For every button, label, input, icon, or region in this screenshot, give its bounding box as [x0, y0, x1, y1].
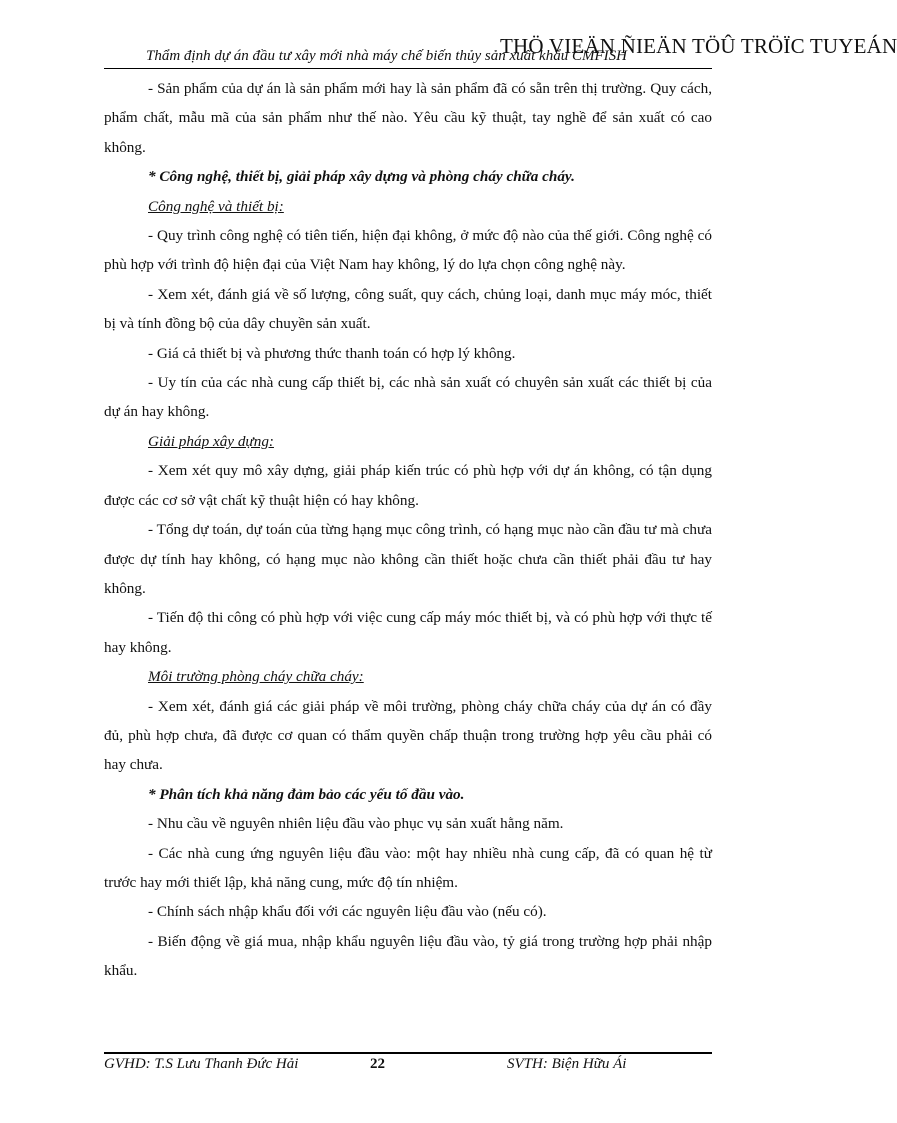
paragraph: - Tiến độ thi công có phù hợp với việc cung cấp máy móc thiết bị, và có phù hợp với thực tế hay không.	[104, 609, 712, 656]
paragraph: - Quy trình công nghệ có tiên tiến, hiện đại không, ở mức độ nào của thế giới. Công nghệ có phù hợp với trình độ hiện đại của Việt Nam hay không, lý do lựa chọn công nghệ này.	[104, 227, 712, 274]
page-number: 22	[370, 1056, 385, 1072]
paragraph: - Xem xét, đánh giá các giải pháp về môi trường, phòng cháy chữa cháy của dự án có đầy đủ, phù hợp chưa, đã được cơ quan có thẩm quyền chấp thuận trong trường hợp yêu cầu phải có hay chưa.	[104, 697, 712, 774]
subsection-heading: Môi trường phòng cháy chữa cháy:	[148, 668, 364, 686]
footer-student: SVTH: Biện Hữu Ái	[507, 1056, 627, 1072]
section-heading: * Phân tích khả năng đảm bảo các yếu tố đầu vào.	[148, 785, 465, 803]
section-heading: * Công nghệ, thiết bị, giải pháp xây dựng và phòng cháy chữa cháy.	[148, 168, 575, 186]
subsection-heading: Công nghệ và thiết bị:	[148, 197, 284, 215]
paragraph: - Giá cả thiết bị và phương thức thanh toán có hợp lý không.	[148, 344, 516, 362]
paragraph: - Các nhà cung ứng nguyên liệu đầu vào: một hay nhiều nhà cung cấp, đã có quan hệ từ trước hay mới thiết lập, khả năng cung, mức độ tín nhiệm.	[104, 844, 712, 891]
footer-divider	[104, 1052, 712, 1054]
paragraph: - Tổng dự toán, dự toán của từng hạng mục công trình, có hạng mục nào cần đầu tư mà chưa được dự tính hay không, có hạng mục nào không cần thiết hoặc chưa cần thiết phải đầu tư hay không.	[104, 521, 712, 597]
paragraph: - Biến động về giá mua, nhập khẩu nguyên liệu đầu vào, tỷ giá trong trường hợp phải nhập khẩu.	[104, 932, 712, 980]
paragraph: - Chính sách nhập khẩu đối với các nguyên liệu đầu vào (nếu có).	[148, 903, 547, 921]
page-header: Thẩm định dự án đầu tư xây mới nhà máy chế biến thủy sản xuất khẩu CMFISH	[146, 48, 627, 64]
subsection-heading: Giải pháp xây dựng:	[148, 432, 274, 450]
footer-advisor: GVHD: T.S Lưu Thanh Đức Hải	[104, 1056, 299, 1072]
header-divider	[104, 68, 712, 69]
paragraph: - Xem xét, đánh giá về số lượng, công suất, quy cách, chủng loại, danh mục máy móc, thiết bị và tính đồng bộ của dây chuyền sản xuất.	[104, 285, 712, 333]
document-body	[104, 74, 712, 986]
paragraph: - Uy tín của các nhà cung cấp thiết bị, các nhà sản xuất có chuyên sản xuất các thiết bị của dự án hay không.	[104, 374, 712, 421]
watermark-text: THÖ VIEÄN ÑIEÄN TÖÛ TRÖÏC TUYEÁN	[500, 34, 897, 58]
paragraph: - Sản phẩm của dự án là sản phẩm mới hay là sản phẩm đã có sẵn trên thị trường. Quy cách, phẩm chất, mẫu mã của sản phẩm như thế nào. Yêu cầu kỹ thuật, tay nghề để sản xuất có cao không.	[104, 80, 712, 156]
paragraph: - Nhu cầu về nguyên nhiên liệu đầu vào phục vụ sản xuất hằng năm.	[148, 815, 564, 833]
paragraph: - Xem xét quy mô xây dựng, giải pháp kiến trúc có phù hợp với dự án không, có tận dụng được các cơ sở vật chất kỹ thuật hiện có hay không.	[104, 462, 712, 509]
